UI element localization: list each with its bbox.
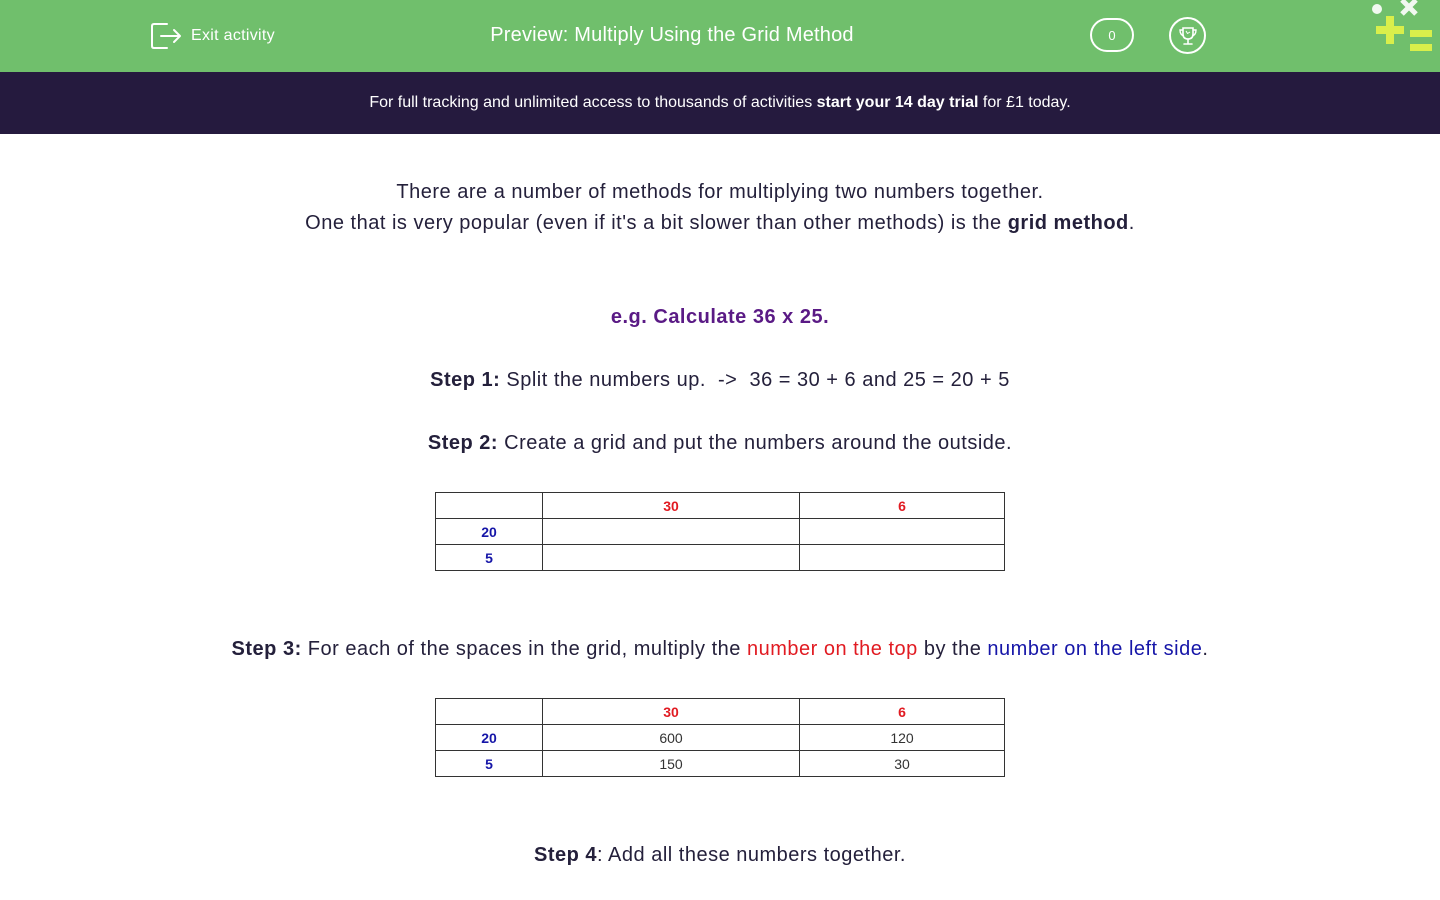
grid-top-header: 30 <box>543 699 800 725</box>
banner-text-post: for £1 today. <box>978 94 1071 111</box>
trial-banner[interactable] <box>0 72 1440 134</box>
grid-cell <box>543 519 800 545</box>
grid-corner <box>436 699 543 725</box>
step-3-left-number: number on the left side <box>987 638 1203 660</box>
table-row <box>436 545 1005 571</box>
intro-grid-method: grid method <box>1007 212 1129 234</box>
grid-cell: 150 <box>543 751 800 777</box>
banner-trial-link[interactable]: start your 14 day trial <box>816 94 979 111</box>
grid-cell: 30 <box>800 751 1005 777</box>
grid-top-header: 6 <box>800 699 1005 725</box>
top-bar <box>0 0 1440 72</box>
grid-left-header: 5 <box>436 545 543 571</box>
table-row <box>436 751 1005 777</box>
logo-icon <box>1368 0 1440 56</box>
intro-line-2-end: . <box>1128 212 1135 234</box>
grid-cell <box>800 519 1005 545</box>
example-heading: e.g. Calculate 36 x 25. <box>610 306 830 328</box>
grid-left-header: 20 <box>436 519 543 545</box>
grid-empty <box>435 492 1005 571</box>
grid-cell: 120 <box>800 725 1005 751</box>
step-1-text: Split the numbers up. -> 36 = 30 + 6 and 25 = 20 + 5 <box>500 369 1010 391</box>
step-2 <box>0 432 1440 455</box>
step-3-top-number: number on the top <box>746 638 918 660</box>
step-3-end: . <box>1202 638 1209 660</box>
table-row <box>436 519 1005 545</box>
grid-cell: 600 <box>543 725 800 751</box>
grid-left-header: 5 <box>436 751 543 777</box>
intro-line-2 <box>0 212 1440 235</box>
step-3-text: For each of the spaces in the grid, multiply the <box>301 638 747 660</box>
step-2-label: Step 2: <box>427 432 499 454</box>
step-2-text: Create a grid and put the numbers around the outside. <box>498 432 1013 454</box>
intro-line-1: There are a number of methods for multiplying two numbers together. <box>396 181 1044 203</box>
exit-icon <box>149 21 183 51</box>
grid-filled <box>435 698 1005 777</box>
exit-activity-label: Exit activity <box>191 27 275 44</box>
score-badge: 0 <box>1090 18 1134 52</box>
grid-cell <box>800 545 1005 571</box>
table-row <box>436 699 1005 725</box>
step-3-label: Step 3: <box>231 638 302 660</box>
grid-top-header: 30 <box>543 493 800 519</box>
table-row <box>436 725 1005 751</box>
step-4 <box>0 844 1440 867</box>
trophy-button[interactable] <box>1169 17 1206 54</box>
exit-activity-button[interactable] <box>149 20 275 52</box>
table-row <box>436 493 1005 519</box>
intro-line-2-text: One that is very popular (even if it's a bit slower than other methods) is the <box>305 212 1008 234</box>
step-3-mid: by the <box>917 638 988 660</box>
step-1 <box>0 369 1440 392</box>
grid-corner <box>436 493 543 519</box>
step-4-label: Step 4 <box>534 844 598 866</box>
grid-left-header: 20 <box>436 725 543 751</box>
grid-top-header: 6 <box>800 493 1005 519</box>
trophy-icon <box>1177 25 1199 47</box>
step-3 <box>0 638 1440 661</box>
step-1-label: Step 1: <box>430 369 501 391</box>
banner-text-pre: For full tracking and unlimited access to thousands of activities <box>369 94 817 111</box>
step-4-text: : Add all these numbers together. <box>597 844 906 866</box>
page-title: Preview: Multiply Using the Grid Method <box>490 24 854 46</box>
grid-cell <box>543 545 800 571</box>
